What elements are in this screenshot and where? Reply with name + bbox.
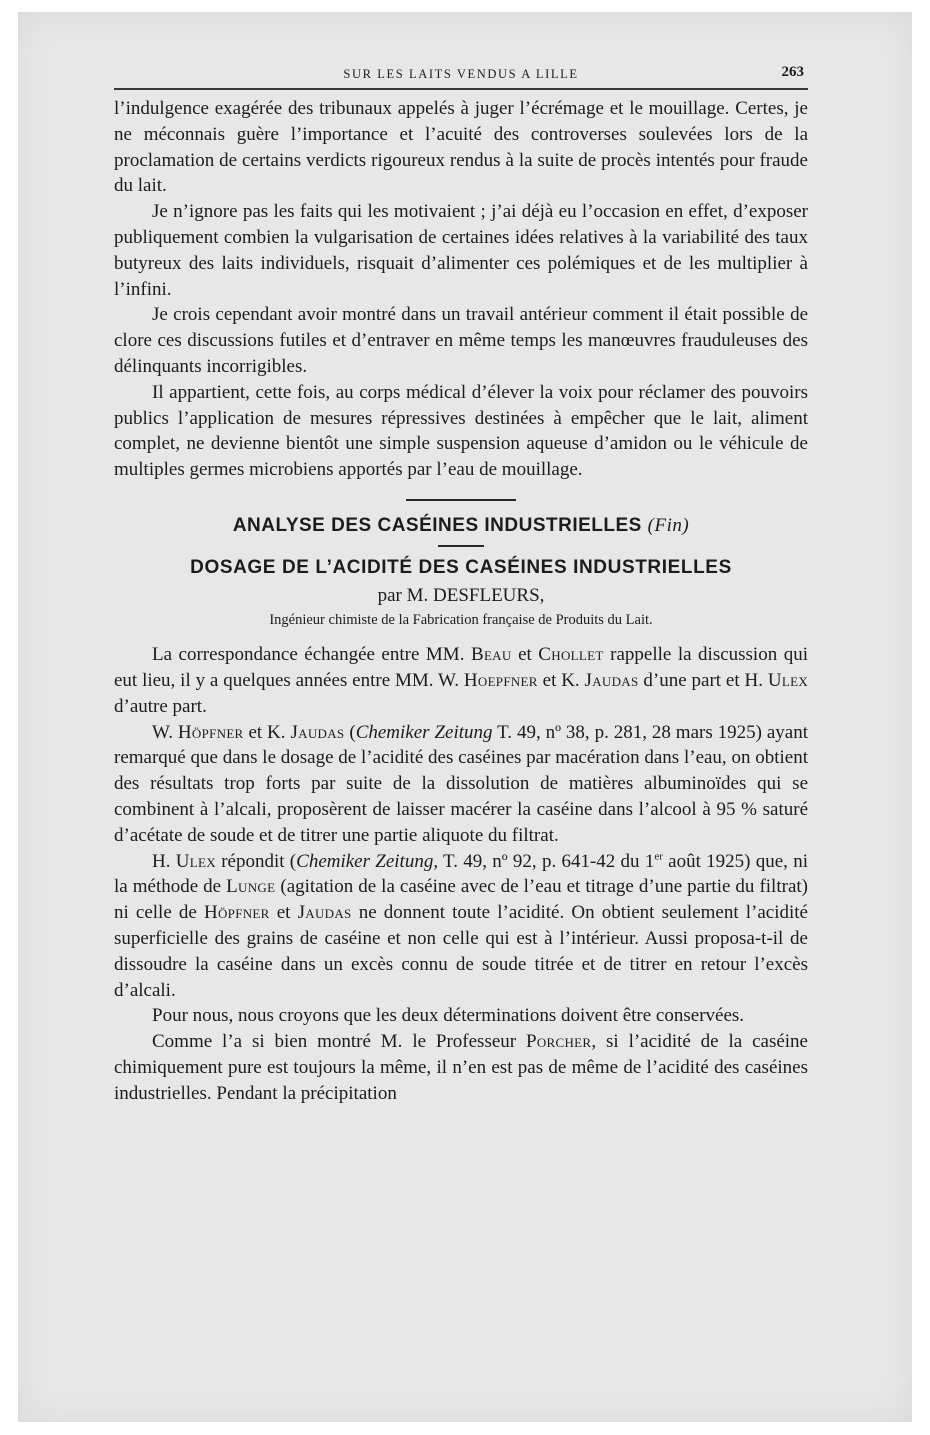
article-paragraph-5: Comme l’a si bien montré M. le Professeur Porcher, si l’acidité de la caséine chimiquement pure est toujours la même, il n’en est pas de même de l’acidité des caséines industrielles. Pendant la précipitation: [114, 1031, 808, 1104]
author-name: Porcher: [525, 1031, 592, 1053]
journal-name: Chemiker Zeitung: [355, 721, 493, 743]
article-byline: par M. DESFLEURS,: [377, 584, 545, 606]
article-paragraph-4: Pour nous, nous croyons que les deux déterminations doivent être conservées.: [152, 1005, 745, 1027]
title-divider: [438, 545, 484, 547]
article-paragraph-1: La correspondance échangée entre MM. Beau et Chollet rappelle la discussion qui eut lieu, il y a quelques années entre MM. W. Hoepfner et K. Jaudas d’une part et H. Ulex d’autre part.: [114, 644, 809, 717]
continuation-paragraph-4: Il appartient, cette fois, au corps médical d’élever la voix pour réclamer des pouvoirs publics l’application de mesures répressives destinées à empêcher que le lait, aliment complet, ne devienne bientôt une simple suspension aqueuse d’amidon ou le véhicule de multiples germes microbiens apportés par l’eau de mouillage.: [114, 381, 808, 481]
article-paragraph-2: W. Höpfner et K. Jaudas (Chemiker Zeitung T. 49, nº 38, p. 281, 28 mars 1925) ayant remarqué que dans le dosage de l’acidité des caséines par macération dans l’eau, on obtient des résultats trop forts par suite de la dissolution de matières albuminoïdes qui se combinent à l’alcali, proposèrent de laisser macérer la caséine dans l’alcool à 95 % saturé d’acétate de soude et de titrer une partie aliquote du filtrat.: [114, 721, 809, 846]
author-name: Jaudas: [290, 721, 345, 743]
continuation-paragraph-2: Je n’ignore pas les faits qui les motivaient ; j’ai déjà eu l’occasion en effet, d’exposer publiquement combien la vulgarisation de certaines idées relatives à la variabilité des taux butyreux des laits individuels, risquait d’alimenter ces polémiques et de les multiplier à l’infini.: [114, 201, 808, 300]
author-name: Ulex: [767, 669, 809, 691]
author-name: Ulex: [175, 850, 216, 872]
author-name: Hoepfner: [463, 669, 538, 691]
running-head: SUR LES LAITS VENDUS A LILLE: [343, 67, 579, 81]
author-name: Chollet: [538, 644, 604, 666]
series-title: [114, 513, 808, 539]
author-name: Lunge: [226, 876, 276, 898]
series-title-suffix: (Fin): [647, 514, 690, 536]
journal-name: Chemiker Zeitung,: [296, 850, 439, 872]
author-name: Beau: [470, 644, 512, 666]
page-header: [114, 60, 808, 90]
section-divider: [406, 499, 516, 501]
ordinal-superscript: er: [654, 850, 663, 863]
page-content: [114, 60, 808, 1106]
author-name: Höpfner: [203, 902, 270, 924]
article-paragraph-3: H. Ulex répondit (Chemiker Zeitung, T. 49, nº 92, p. 641-42 du 1er août 1925) que, ni la méthode de Lunge (agitation de la caséine avec de l’eau et titrage d’une partie du filtrat) ni celle de Höpfner et Jaudas ne donnent toute l’acidité. On obtient seulement l’acidité superficielle des grains de caséine et non celle qui est à l’intérieur. Aussi proposa-t-il de dissoudre la caséine dans un excès connu de soude titrée et de titrer en retour l’excès d’alcali.: [114, 850, 808, 1001]
continuation-paragraph-3: Je crois cependant avoir montré dans un travail antérieur comment il était possible de clore ces discussions futiles et d’entraver en même temps les manœuvres frauduleuses des délinquants incorrigibles.: [114, 304, 808, 377]
author-affiliation: Ingénieur chimiste de la Fabrication française de Produits du Lait.: [269, 612, 653, 629]
page-number: 263: [781, 64, 804, 80]
author-name: Jaudas: [297, 902, 352, 924]
author-name: Höpfner: [177, 721, 244, 743]
series-title-text: ANALYSE DES CASÉINES INDUSTRIELLES: [232, 514, 642, 536]
continuation-paragraph-1: l’indulgence exagérée des tribunaux appelés à juger l’écrémage et le mouillage. Certes, je ne méconnais guère l’importance et l’acuité des controverses soulevées lors de la proclamation de certains verdicts rigoureux rendus à la suite de procès intentés pour fraude du lait.: [114, 98, 808, 197]
author-name: Jaudas: [584, 669, 639, 691]
article-title: DOSAGE DE L’ACIDITÉ DES CASÉINES INDUSTRIELLES: [190, 556, 732, 578]
